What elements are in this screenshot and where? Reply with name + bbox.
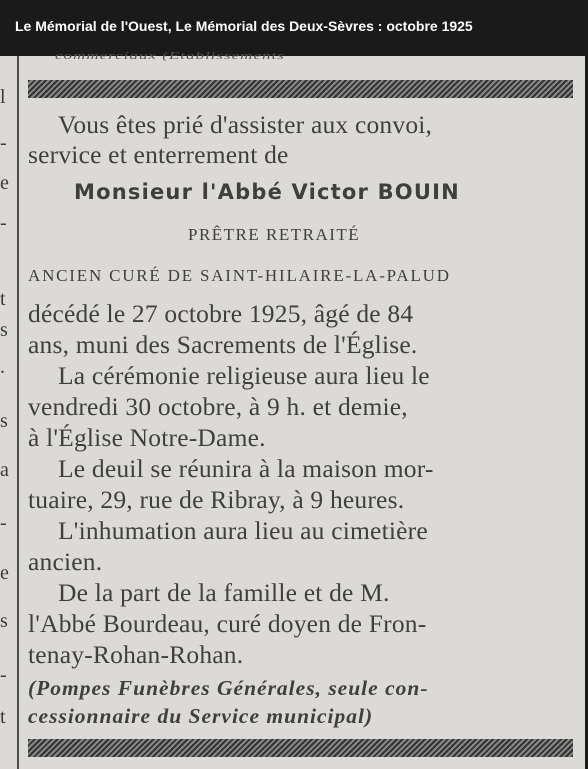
mourning-line-1: Le deuil se réunira à la maison mor- [58,454,434,483]
former-position: ANCIEN CURÉ DE SAINT-HILAIRE-LA-PALUD [28,266,451,285]
margin-fragment: - [0,664,7,686]
margin-fragment: - [0,132,7,154]
intro-line-2: service et enterrement de [28,140,289,169]
mourning-line-2: tuaire, 29, rue de Ribray, à 9 heures. [28,485,405,514]
burial-line-2: ancien. [28,547,103,576]
margin-fragment: l [0,86,6,108]
margin-fragment: t [0,706,6,728]
newspaper-clipping [0,50,585,769]
ceremony-line-3: à l'Église Notre-Dame. [28,423,266,452]
margin-fragment: t [0,288,6,310]
margin-fragment: s [0,319,8,341]
family-line-3: tenay-Rohan-Rohan. [28,640,244,669]
cut-off-headline: commerciaux (Etablissements [55,50,285,62]
death-line-1: décédé le 27 octobre 1925, âgé de 84 [28,299,414,328]
death-line-2: ans, muni des Sacrements de l'Église. [28,330,418,359]
column-divider [17,56,19,769]
family-line-1: De la part de la famille et de M. [58,578,390,607]
funeral-home-line-1: (Pompes Funèbres Générales, seule con- [28,676,429,700]
bottom-border-rule [28,739,573,757]
margin-fragment: - [0,512,7,534]
ceremony-line-2: vendredi 30 octobre, à 9 h. et demie, [28,392,408,421]
margin-fragment: s [0,610,8,632]
family-line-2: l'Abbé Bourdeau, curé doyen de Fron- [28,609,427,638]
intro-line-1: Vous êtes prié d'assister aux convoi, [58,110,433,139]
funeral-home-line-2: cessionnaire du Service municipal) [28,704,374,728]
ceremony-line-1: La cérémonie religieuse aura lieu le [58,361,430,390]
margin-fragment: - [0,212,7,234]
margin-fragment: a [0,459,9,481]
notice-body [28,56,588,769]
margin-fragment: e [0,172,9,194]
image-title: Le Mémorial de l'Ouest, Le Mémorial des Deux-Sèvres : octobre 1925 [0,0,585,56]
deceased-title: PRÊTRE RETRAITÉ [188,225,361,244]
margin-fragment: s [0,410,8,432]
margin-fragment: . [0,356,5,378]
burial-line-1: L'inhumation aura lieu au cimetière [58,516,428,545]
deceased-name: Monsieur l'Abbé Victor BOUIN [74,180,460,204]
margin-fragment: e [0,562,9,584]
